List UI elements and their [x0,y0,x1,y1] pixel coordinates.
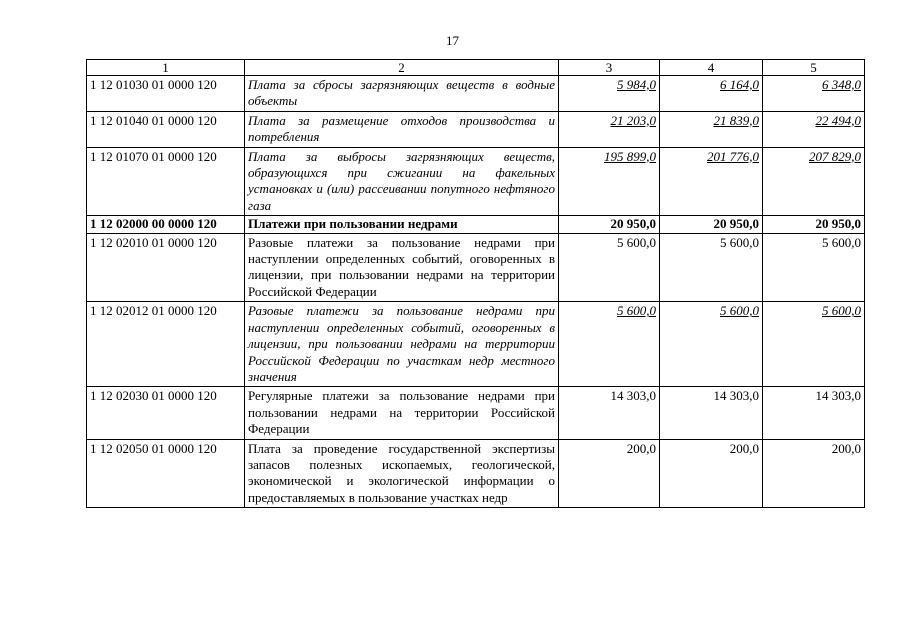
value-cell-col4: 5 600,0 [660,302,763,387]
header-row [87,60,865,76]
table-row [87,302,865,387]
code-cell: 1 12 02050 01 0000 120 [87,439,245,508]
table-row [87,216,865,233]
value-cell-col3: 5 984,0 [559,76,660,112]
name-cell: Разовые платежи за пользование недрами при наступлении определенных событий, оговоренных в лицензии, при пользовании недрами на территории Российской Федерации [245,233,559,302]
column-header: 4 [660,60,763,76]
name-cell: Разовые платежи за пользование недрами при наступлении определенных событий, оговоренных в лицензии, при пользовании недрами на территории Российской Федерации по участкам недр местного значения [245,302,559,387]
name-cell: Плата за выбросы загрязняющих веществ, образующихся при сжигании на факельных установках и (или) рассеивании попутного нефтяного газа [245,147,559,216]
table-row [87,233,865,302]
table-row [87,76,865,112]
name-cell: Регулярные платежи за пользование недрами при пользовании недрами на территории Российской Федерации [245,387,559,439]
table-row [87,111,865,147]
value-cell-col3: 5 600,0 [559,233,660,302]
column-header: 2 [245,60,559,76]
code-cell: 1 12 01030 01 0000 120 [87,76,245,112]
table-row [87,439,865,508]
value-cell-col4: 5 600,0 [660,233,763,302]
value-cell-col5: 5 600,0 [763,233,865,302]
value-cell-col4: 21 839,0 [660,111,763,147]
value-cell-col5: 6 348,0 [763,76,865,112]
code-cell: 1 12 01070 01 0000 120 [87,147,245,216]
budget-table [86,59,865,508]
code-cell: 1 12 02010 01 0000 120 [87,233,245,302]
column-header: 3 [559,60,660,76]
name-cell: Плата за размещение отходов производства и потребления [245,111,559,147]
code-cell: 1 12 02012 01 0000 120 [87,302,245,387]
value-cell-col3: 200,0 [559,439,660,508]
value-cell-col3: 5 600,0 [559,302,660,387]
column-header: 5 [763,60,865,76]
value-cell-col4: 200,0 [660,439,763,508]
value-cell-col4: 6 164,0 [660,76,763,112]
table-row [87,147,865,216]
code-cell: 1 12 01040 01 0000 120 [87,111,245,147]
value-cell-col3: 20 950,0 [559,216,660,233]
column-header: 1 [87,60,245,76]
name-cell: Плата за проведение государственной экспертизы запасов полезных ископаемых, геологической, экономической и экологической информации о предоставляемых в пользование участках недр [245,439,559,508]
value-cell-col5: 20 950,0 [763,216,865,233]
value-cell-col4: 201 776,0 [660,147,763,216]
name-cell: Платежи при пользовании недрами [245,216,559,233]
value-cell-col5: 200,0 [763,439,865,508]
value-cell-col3: 195 899,0 [559,147,660,216]
code-cell: 1 12 02030 01 0000 120 [87,387,245,439]
value-cell-col5: 5 600,0 [763,302,865,387]
value-cell-col3: 21 203,0 [559,111,660,147]
page-number: 17 [446,33,459,48]
value-cell-col5: 14 303,0 [763,387,865,439]
value-cell-col4: 20 950,0 [660,216,763,233]
name-cell: Плата за сбросы загрязняющих веществ в водные объекты [245,76,559,112]
value-cell-col4: 14 303,0 [660,387,763,439]
table-row [87,387,865,439]
value-cell-col5: 207 829,0 [763,147,865,216]
code-cell: 1 12 02000 00 0000 120 [87,216,245,233]
value-cell-col5: 22 494,0 [763,111,865,147]
value-cell-col3: 14 303,0 [559,387,660,439]
